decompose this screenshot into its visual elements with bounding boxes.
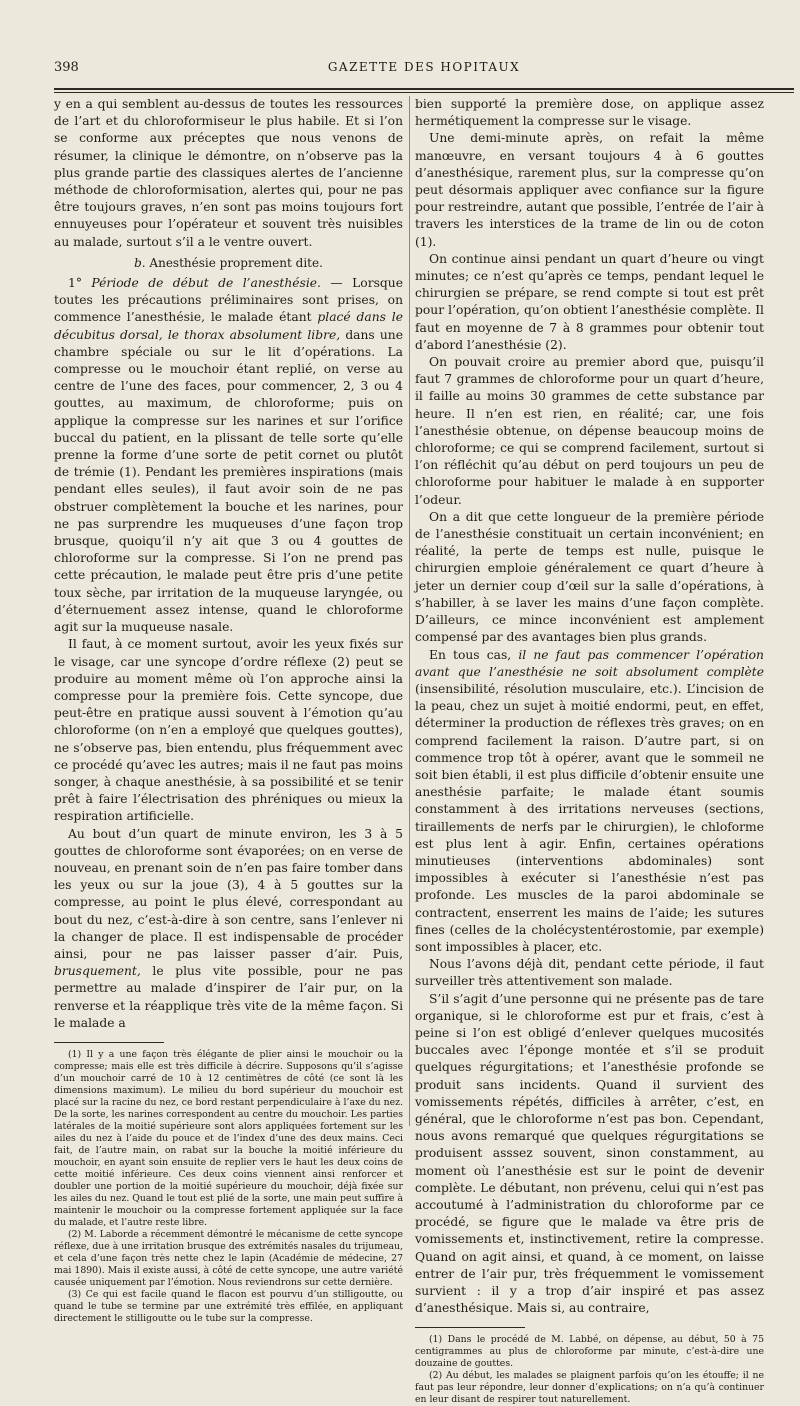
- left-column: [54, 96, 403, 1324]
- paragraph: On continue ainsi pendant un quart d’heure ou vingt minutes; ce n’est qu’après ce temps, pendant lequel le chirurgien se prépare, se rend compte si tout est prêt pour l’opération, qu’on obtient l’anesthésie complète. Il faut en moyenne de 7 à 8 grammes pour obtenir tout d’abord l’anesthésie (2).: [415, 251, 764, 352]
- paragraph: S’il s’agit d’une personne qui ne présente pas de tare organique, si le chloroforme est pur et frais, c’est à peine si l’on est obligé d’enlever quelques mucosités buccales avec l’éponge montée et s’il se produit quelques régurgitations; et l’anesthésie profonde se produit sans incidents. Quand il survient des vomissements répétés, difficiles à arrêter, c’est, en général, que le chloroforme n’est pas bon. Cependant, nous avons remarqué que quelques régurgitations se produisent asssez souvent, sinon constamment, au moment où l’anesthésie est sur le point de devenir complète. Le débutant, non prévenu, celui qui n’est pas accoutumé à l’administration du chloroforme par ce procédé, se figure que le malade va être pris de vomissements et, instinctivement, retire la compresse. Quand on agit ainsi, et quand, à ce moment, on laisse entrer de l’air pur, très fréquemment le vomissement survient : il y a trop d’air inspiré et pas assez d’anesthésique. Mais si, au contraire,: [415, 991, 764, 1316]
- subheading-text: Anesthésie proprement dite.: [149, 255, 323, 270]
- right-column: [415, 96, 764, 1406]
- subheading-letter: b.: [134, 255, 146, 270]
- column-divider: [409, 96, 410, 1126]
- footnote: (3) Ce qui est facile quand le flacon est pourvu d’un stilligoutte, ou quand le tube se termine par une extrémité très effilée, en appliquant directement le stilligoutte ou le tube sur la compresse.: [54, 1288, 403, 1324]
- page-number: 398: [54, 60, 79, 75]
- emphasis: il ne faut pas commencer l’opération avant que l’anesthésie ne soit absolument complète: [415, 647, 764, 679]
- paragraph: Une demi-minute après, on refait la même manœuvre, en versant toujours 4 à 6 gouttes d’anesthésique, rarement plus, sur la compresse qu’on peut désormais appliquer avec confiance sur la figure pour restreindre, autant que possible, l’entrée de l’air à travers les interstices de la trame de lin ou de coton (1).: [415, 131, 764, 249]
- header-rule: [54, 88, 794, 90]
- paragraph-heading: Période de début de l’anesthésie.: [91, 276, 321, 291]
- footnote-rule: [415, 1327, 525, 1328]
- header-rule-thin: [54, 92, 794, 93]
- footnote: (2) M. Laborde a récemment démontré le mécanisme de cette syncope réflexe, due à une irritation brusque des extrémités nasales du trijumeau, et cela d’une façon très nette chez le lapin (Académie de médecine, 27 mai 1890). Mais il existe aussi, à côté de cette syncope, une autre variété causée uniquement par l’émotion. Nous reviendrons sur cette dernière.: [54, 1228, 403, 1288]
- paragraph: On pouvait croire au premier abord que, puisqu’il faut 7 grammes de chloroforme pour un quart d’heure, il faille au moins 30 grammes de cette substance par heure. Il n’en est rien, en réalité; car, une fois l’anesthésie obtenue, on dépense beaucoup moins de chloroforme; ce qui se comprend facilement, surtout si l’on réfléchit qu’au début on perd toujours un peu de chloroforme pour habituer le malade à en supporter l’odeur.: [415, 355, 764, 507]
- paragraph-number: 1°: [68, 276, 82, 291]
- paragraph-text: (insensibilité, résolution musculaire, etc.). L’incision de la peau, chez un sujet à moitié endormi, peut, en effet, déterminer la production de réflexes très graves; on en comprend facilement la raison. D’autre part, si on commence trop tôt à opérer, avant que le sommeil ne soit bien établi, il est plus difficile d’obtenir ensuite une anesthésie parfaite; le malade étant soumis constamment à des irritations nerveuses (sections, tiraillements de nerfs par le chirurgien), le chloforme est plus lent à agir. Enfin, certaines opérations minutieuses (interventions abdominales) sont impossibles à exécuter si l’anesthésie n’est pas profonde. Les muscles de la paroi abdominale se contractent, enserrent les mains de l’aide; les sutures fines (celles de la cholécystentérostomie, par exemple) sont impossibles à placer, etc.: [415, 681, 764, 954]
- paragraph-text: En tous cas,: [429, 647, 512, 662]
- footnote: (1) Dans le procédé de M. Labbé, on dépense, au début, 50 à 75 centigrammes au plus de chloroforme par minute, c’est-à-dire une douzaine de gouttes.: [415, 1334, 764, 1370]
- paragraph-text: dans une chambre spéciale ou sur le lit d’opérations. La compresse ou le mouchoir étant replié, on verse au centre de l’une des faces, pour commencer, 2, 3 ou 4 gouttes, au maximum, de chloroforme; puis on applique la compresse sur les narines et sur l’orifice buccal du patient, en la plissant de telle sorte qu’elle prenne la forme d’une sorte de petit cornet ou plutôt de trémie (1). Pendant les premières inspirations (mais pendant elles seules), il faut avoir soin de ne pas obstruer complètement la bouche et les narines, pour ne pas surprendre les muqueuses d’une façon trop brusque, quoiqu’il n’y ait que 3 ou 4 gouttes de chloroforme sur la compresse. Si l’on ne prend pas cette précaution, le malade peut être pris d’une petite toux sèche, par irritation de la muqueuse laryngée, ou d’éternuement assez intense, quand le chloroforme agit sur la muqueuse nasale.: [54, 327, 403, 635]
- paragraph: Nous l’avons déjà dit, pendant cette période, il faut surveiller très attentivement son malade.: [415, 957, 764, 989]
- footnote: (2) Au début, les malades se plaignent parfois qu’on les étouffe; il ne faut pas leur répondre, leur donner d’explications; on n’a qu’à continuer en leur disant de respirer tout naturellement.: [415, 1370, 764, 1406]
- footnote-rule: [54, 1042, 164, 1043]
- emphasis: brusquement,: [54, 964, 141, 979]
- paragraph: On a dit que cette longueur de la première période de l’anesthésie constituait un certain inconvénient; en réalité, la perte de temps est nulle, puisque le chirurgien emploie généralement ce quart d’heure à jeter un dernier coup d’œil sur la salle d’opérations, à s’habiller, à se laver les mains d’une façon complète. D’ailleurs, ce mince inconvénient est amplement compensé par des avantages bien plus grands.: [415, 509, 764, 645]
- footnote: (1) Il y a une façon très élégante de plier ainsi le mouchoir ou la compresse; mais elle est très difficile à décrire. Supposons qu’il s’agisse d’un mouchoir carré de 10 à 12 centimètres de côté (ce sont là les dimensions maximum). Le milieu du bord supérieur du mouchoir est placé sur la racine du nez, ce bord restant perpendiculaire à l’axe du nez. De la sorte, les narines correspondent au centre du mouchoir. Les parties latérales de la moitié supérieure sont alors appliquées fortement sur les ailes du nez à l’aide du pouce et de l’index d’une des deux mains. Ceci fait, de l’autre main, on rabat sur la bouche la moitié inférieure du mouchoir, en ayant soin ensuite de replier vers le haut les deux coins de cette moitié inférieure. Ces deux coins viennent ainsi renforcer et doubler une portion de la moitié supérieure du mouchoir, déjà fixée sur les ailes du nez. Quand le tout est plié de la sorte, une main peut suffire à maintenir le mouchoir ou la compresse fortement appliquée sur la face du malade, et l’autre reste libre.: [54, 1048, 403, 1228]
- running-header: [54, 56, 794, 78]
- paragraph-text: Au bout d’un quart de minute environ, les 3 à 5 gouttes de chloroforme sont évaporées; on en verse de nouveau, en prenant soin de n’en pas faire tomber dans les yeux ou sur la joue (3), 4 à 5 gouttes sur la compresse, au point le plus élevé, correspondant au bout du nez, c’est-à-dire à son centre, sans l’enlever ni la changer de place. Il est indispensable de procéder ainsi, pour ne pas laisser passer d’air. Puis,: [54, 826, 403, 961]
- section-subheading: [54, 255, 403, 272]
- paragraph: bien supporté la première dose, on applique assez hermétiquement la compresse sur le visage.: [415, 97, 764, 129]
- paragraph: Il faut, à ce moment surtout, avoir les yeux fixés sur le visage, car une syncope d’ordre réflexe (2) peut se produire au moment même où l’on approche ainsi la compresse pour la première fois. Cette syncope, due peut-être en pratique aussi souvent à l’émotion qu’au chloroforme (on n’en a employé que quelques gouttes), ne s’observe pas, bien entendu, plus fréquemment avec ce procédé qu’avec les autres; mais il ne faut pas moins songer, à chaque anesthésie, à sa possibilité et se tenir prêt à faire l’électrisation des phréniques ou mieux la respiration artificielle.: [54, 637, 403, 824]
- paragraph: y en a qui semblent au-dessus de toutes les ressources de l’art et du chloroformiseur le plus habile. Et si l’on se conforme aux préceptes que nous venons de résumer, la clinique le démontre, on n’observe pas la plus grande partie des classiques alertes de l’ancienne méthode de chloroformisation, alertes qui, pour ne pas être toujours graves, n’en sont pas moins toujours fort ennuyeuses pour l’opérateur et souvent très nuisibles au malade, surtout s’il a le ventre ouvert.: [54, 97, 403, 249]
- paragraph-text: le plus vite possible, pour ne pas permettre au malade d’inspirer de l’air pur, on la renverse et la réapplique très vite de la même façon. Si le malade a: [54, 964, 403, 1030]
- paragraph-text: — Lorsque toutes les précautions préliminaires sont prises, on commence l’anesthésie, le malade étant: [54, 276, 403, 325]
- paragraph: [415, 647, 764, 957]
- paragraph: [54, 275, 403, 636]
- emphasis: placé dans le décubitus dorsal, le thorax absolument libre,: [54, 310, 403, 342]
- paragraph: [54, 826, 403, 1032]
- journal-title: GAZETTE DES HOPITAUX: [327, 60, 521, 74]
